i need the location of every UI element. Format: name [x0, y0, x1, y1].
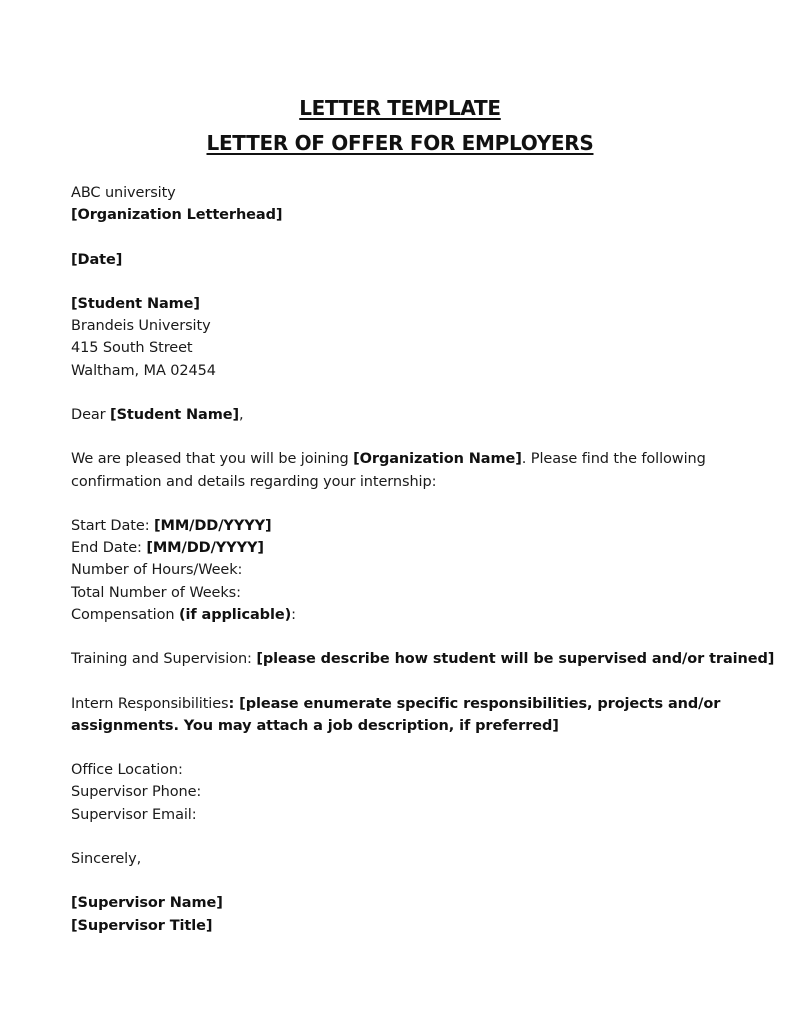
intro-text: . Please find the following: [521, 451, 706, 468]
organization-placeholder: [Organization Name]: [353, 451, 522, 468]
start-date-label: Start Date:: [71, 517, 154, 534]
salutation-prefix: Dear: [71, 406, 111, 423]
responsibilities-line1: [71, 693, 751, 715]
spacer: [71, 226, 751, 248]
letterhead-placeholder: [Organization Letterhead]: [71, 207, 283, 224]
end-date: [71, 537, 751, 559]
supervisor-phone: Supervisor Phone:: [71, 784, 202, 801]
training-supervision: [71, 648, 775, 670]
spacer: [71, 426, 751, 448]
start-date: [71, 515, 751, 537]
training-label: Training and Supervision:: [71, 651, 257, 668]
compensation-label: Compensation: [71, 606, 179, 623]
spacer: [71, 670, 751, 692]
closing: Sincerely,: [71, 850, 142, 867]
end-date-value: [MM/DD/YYYY]: [146, 540, 264, 557]
intro-line2: confirmation and details regarding your internship:: [71, 473, 437, 490]
office-location: Office Location:: [71, 762, 183, 779]
spacer: [71, 737, 751, 759]
intro-text: We are pleased that you will be joining: [71, 451, 354, 468]
recipient-address-line1: Brandeis University: [71, 318, 211, 335]
training-placeholder: [please describe how student will be supervised and/or trained]: [256, 651, 775, 668]
supervisor-name: [Supervisor Name]: [71, 895, 223, 912]
document-subtitle: LETTER OF OFFER FOR EMPLOYERS: [206, 131, 594, 155]
spacer: [71, 382, 751, 404]
responsibilities-label: Intern Responsibilities: [71, 695, 229, 712]
date-placeholder: [Date]: [71, 251, 123, 268]
compensation-colon: :: [291, 606, 296, 623]
document-title: LETTER TEMPLATE: [299, 96, 501, 120]
total-weeks: Total Number of Weeks:: [71, 584, 241, 601]
salutation-name: [Student Name]: [110, 406, 239, 423]
letter-body: [71, 182, 775, 937]
salutation-suffix: ,: [238, 406, 244, 423]
spacer: [71, 271, 751, 293]
supervisor-email: Supervisor Email:: [71, 806, 197, 823]
spacer: [71, 826, 751, 848]
salutation: [71, 404, 751, 426]
start-date-value: [MM/DD/YYYY]: [153, 517, 272, 534]
spacer: [71, 870, 751, 892]
recipient-address-line2: 415 South Street: [71, 340, 193, 357]
recipient-name: [Student Name]: [71, 295, 200, 312]
spacer: [71, 626, 751, 648]
intro-line1: [71, 448, 751, 470]
recipient-address-line3: Waltham, MA 02454: [71, 362, 216, 379]
spacer: [71, 493, 751, 515]
hours-per-week: Number of Hours/Week:: [71, 562, 243, 579]
end-date-label: End Date:: [71, 540, 147, 557]
supervisor-title: [Supervisor Title]: [71, 917, 213, 934]
compensation: [71, 604, 751, 626]
compensation-note: (if applicable): [178, 606, 292, 623]
responsibilities-line2: assignments. You may attach a job description, if preferred]: [71, 717, 559, 734]
responsibilities-placeholder: : [please enumerate specific responsibilities, projects and/or: [228, 695, 721, 712]
sender-name: ABC university: [71, 185, 176, 201]
